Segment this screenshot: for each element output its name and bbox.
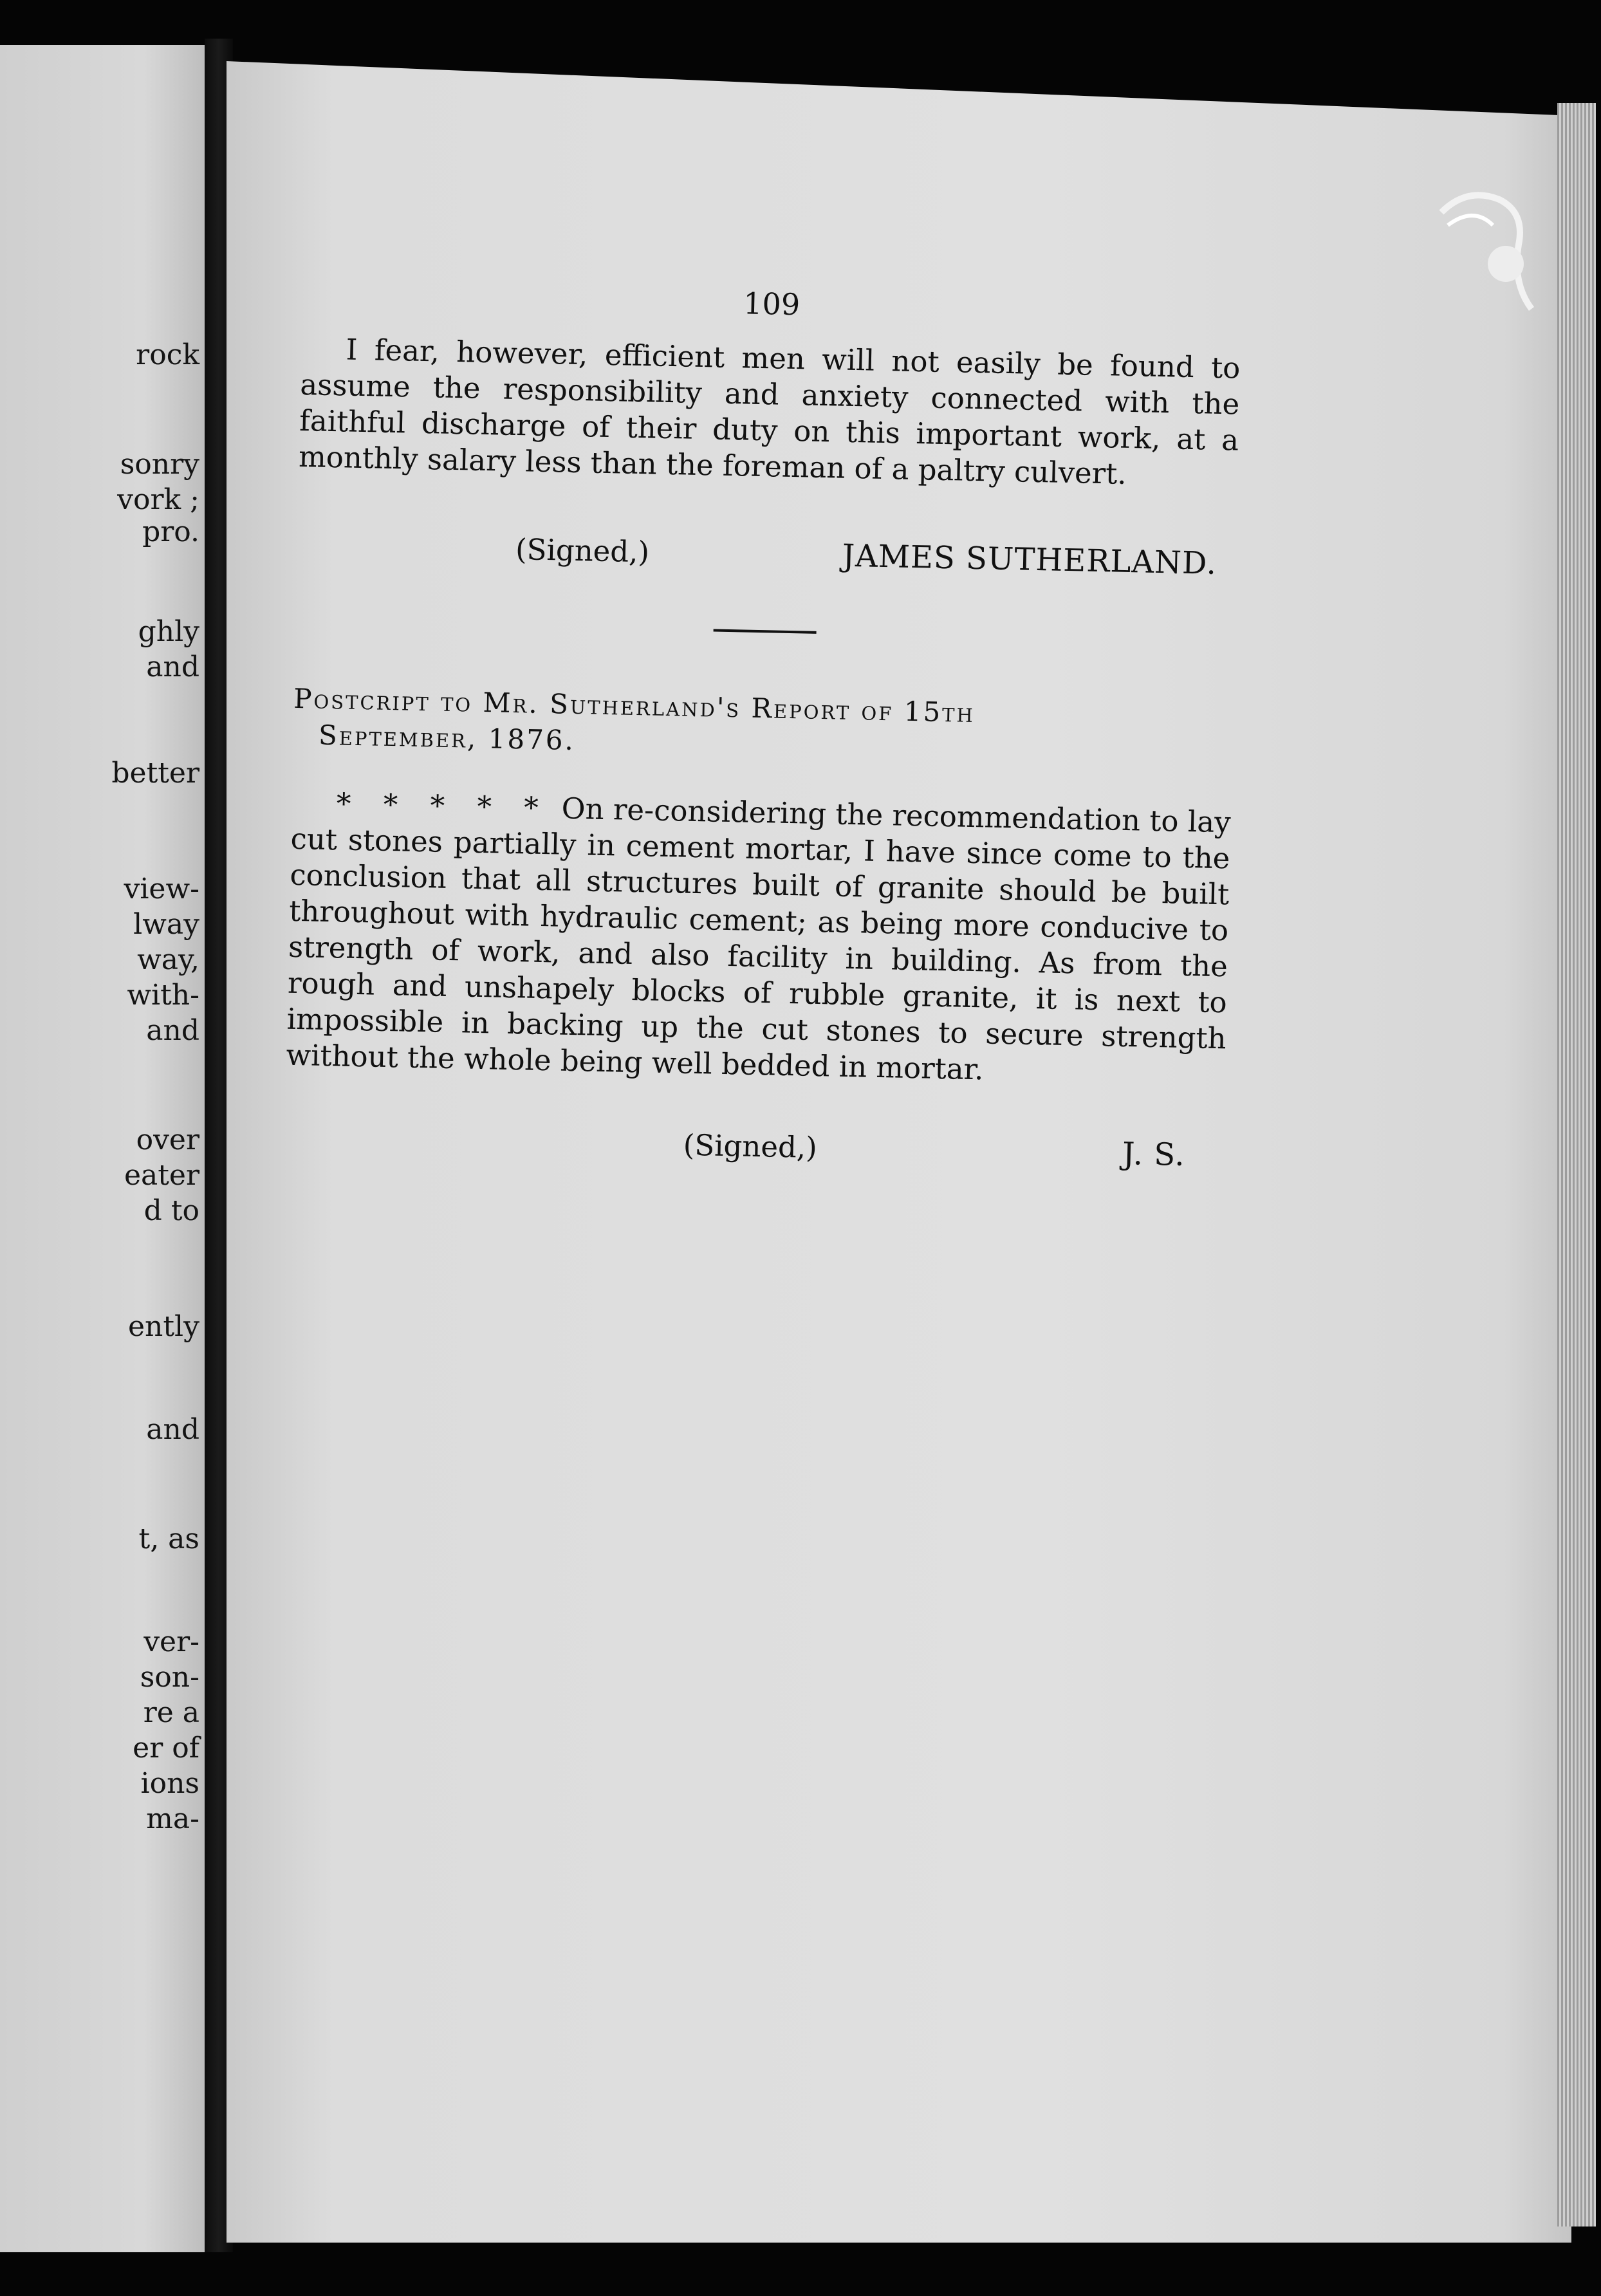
page-number: 109	[743, 286, 800, 322]
report-paragraph: I fear, however, efficient men will not easily be found to assume the responsibility and anxiety connected with the faithful discharge of their duty on this important work, at a monthly salary less than the foreman of a paltry culvert.	[298, 332, 1241, 491]
left-page-word-fragment: view-	[124, 873, 199, 905]
left-page-word-fragment: ma-	[146, 1802, 199, 1835]
left-page-word-fragment: re a	[143, 1696, 199, 1729]
left-page-word-fragment: eater	[124, 1159, 199, 1192]
signatory-name: JAMES SUTHERLAND.	[842, 537, 1217, 582]
left-page-fragment	[0, 45, 206, 2252]
postscript-paragraph	[286, 785, 1231, 1093]
section-divider	[714, 629, 817, 633]
left-page-word-fragment: lway	[133, 908, 199, 941]
left-page-word-fragment: ver-	[143, 1625, 199, 1658]
left-page-word-fragment: sonry	[120, 448, 199, 481]
left-page-word-fragment: ions	[140, 1767, 199, 1800]
signatory-initials: J. S.	[1122, 1135, 1186, 1174]
signature-block	[297, 526, 1237, 582]
left-page-word-fragment: and	[146, 1014, 199, 1047]
postscript-text: On re-considering the recommendation to lay cut stones partially in cement mortar, I have since come to the conclusion that all structures built of granite should be built throughout with hydraulic cement; as being more conducive to strength of work, and also facility in building. As from the rough and unshapely blocks of rubble granite, it is next to impossible in backing up the cut stones to secure strength without the whole being well bedded in mortar.	[286, 791, 1232, 1087]
library-stamp-mark	[1429, 187, 1544, 315]
left-page-word-fragment: t, as	[138, 1523, 199, 1555]
left-page-word-fragment: rock	[136, 338, 199, 371]
left-page-word-fragment: er of	[133, 1732, 199, 1764]
left-page-word-fragment: vork ;	[117, 483, 199, 516]
signed-label: (Signed,)	[515, 532, 650, 569]
page-content	[284, 277, 1241, 1174]
left-page-word-fragment: d to	[143, 1194, 199, 1227]
left-page-word-fragment: ghly	[138, 615, 199, 648]
postscript-heading	[293, 681, 1234, 773]
left-page-word-fragment: and	[146, 651, 199, 683]
left-page-word-fragment: ently	[128, 1310, 199, 1343]
left-page-word-fragment: over	[136, 1124, 199, 1156]
left-page-word-fragment: and	[146, 1413, 199, 1446]
ellipsis-stars: * * * * *	[336, 786, 551, 826]
signed-label: (Signed,)	[683, 1127, 818, 1165]
left-page-word-fragment: pro.	[142, 515, 199, 548]
left-page-word-fragment: with-	[127, 979, 199, 1012]
postscript-heading-line1: Postcript to Mr. Sutherland's Report of 15th	[293, 682, 976, 729]
left-page-word-fragment: way,	[137, 943, 199, 976]
postscript-heading-line2: September, 1876.	[318, 719, 576, 757]
page-edge	[1557, 103, 1596, 2227]
left-page-word-fragment: better	[111, 757, 199, 790]
left-page-word-fragment: son-	[140, 1661, 199, 1694]
